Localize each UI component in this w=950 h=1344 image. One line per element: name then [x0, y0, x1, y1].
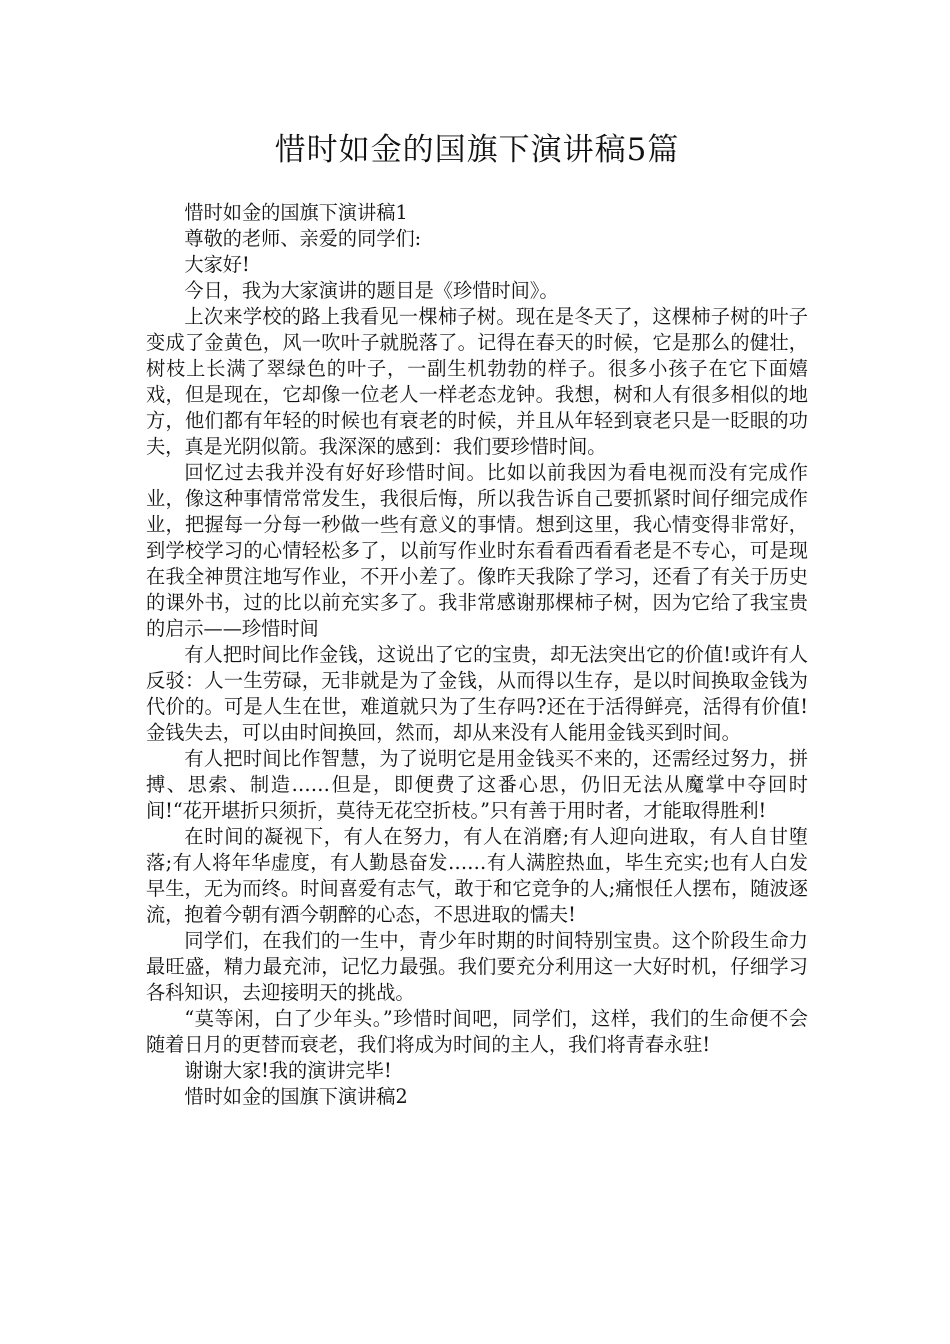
body-paragraph: 有人把时间比作智慧，为了说明它是用金钱买不来的，还需经过努力，拼搏、思索、制造……但是，即便费了这番心思，仍旧无法从魔掌中夺回时间!“花开堪折只须折，莫待无花空折枝。”只有善于用时者，才能取得胜利! — [146, 747, 808, 822]
section-heading-1: 惜时如金的国旗下演讲稿1 — [184, 201, 408, 224]
body-paragraph: 在时间的凝视下，有人在努力，有人在消磨;有人迎向进取，有人自甘堕落;有人将年华虚度，有人勤恳奋发……有人满腔热血，毕生充实;也有人白发早生，无为而终。时间喜爱有志气，敢于和它竞争的人;痛恨任人摆布，随波逐流，抱着今朝有酒今朝醉的心态，不思进取的懦夫! — [146, 825, 808, 926]
body-paragraph: 上次来学校的路上我看见一棵柿子树。现在是冬天了，这棵柿子树的叶子变成了金黄色，风一吹叶子就脱落了。记得在春天的时候，它是那么的健壮，树枝上长满了翠绿色的叶子，一副生机勃勃的样子。很多小孩子在它下面嬉戏，但是现在，它却像一位老人一样老态龙钟。我想，树和人有很多相似的地方，他们都有年轻的时候也有衰老的时候，并且从年轻到衰老只是一眨眼的功夫，真是光阴似箭。我深深的感到：我们要珍惜时间。 — [146, 305, 808, 458]
greeting: 大家好! — [184, 253, 250, 276]
document-title: 惜时如金的国旗下演讲稿5篇 — [274, 132, 680, 168]
body-paragraph: “莫等闲，白了少年头。”珍惜时间吧，同学们，这样，我们的生命便不会随着日月的更替而衰老，我们将成为时间的主人，我们将青春永驻! — [146, 1007, 808, 1056]
body-paragraph: 有人把时间比作金钱，这说出了它的宝贵，却无法突出它的价值!或许有人反驳：人一生劳碌，无非就是为了金钱，从而得以生存，是以时间换取金钱为代价的。可是人生在世，难道就只为了生存吗?还在于活得鲜亮，活得有价值!金钱失去，可以由时间换回，然而，却从来没有人能用金钱买到时间。 — [146, 643, 808, 744]
section-heading-2: 惜时如金的国旗下演讲稿2 — [184, 1085, 408, 1108]
body-paragraph: 回忆过去我并没有好好珍惜时间。比如以前我因为看电视而没有完成作业，像这种事情常常发生，我很后悔，所以我告诉自己要抓紧时间仔细完成作业，把握每一分每一秒做一些有意义的事情。想到这里，我心情变得非常好，到学校学习的心情轻松多了，以前写作业时东看看西看看老是不专心，可是现在我全神贯注地写作业，不开小差了。像昨天我除了学习，还看了有关于历史的课外书，过的比以前充实多了。我非常感谢那棵柿子树，因为它给了我宝贵的启示——珍惜时间 — [146, 461, 808, 640]
salutation: 尊敬的老师、亲爱的同学们: — [184, 227, 422, 250]
document-page — [146, 128, 808, 1110]
closing-line: 谢谢大家!我的演讲完毕! — [184, 1059, 392, 1082]
topic-line: 今日，我为大家演讲的题目是《珍惜时间》。 — [184, 279, 559, 302]
body-paragraph: 同学们，在我们的一生中，青少年时期的时间特别宝贵。这个阶段生命力最旺盛，精力最充沛，记忆力最强。我们要充分利用这一大好时机，仔细学习各科知识，去迎接明天的挑战。 — [146, 929, 808, 1004]
